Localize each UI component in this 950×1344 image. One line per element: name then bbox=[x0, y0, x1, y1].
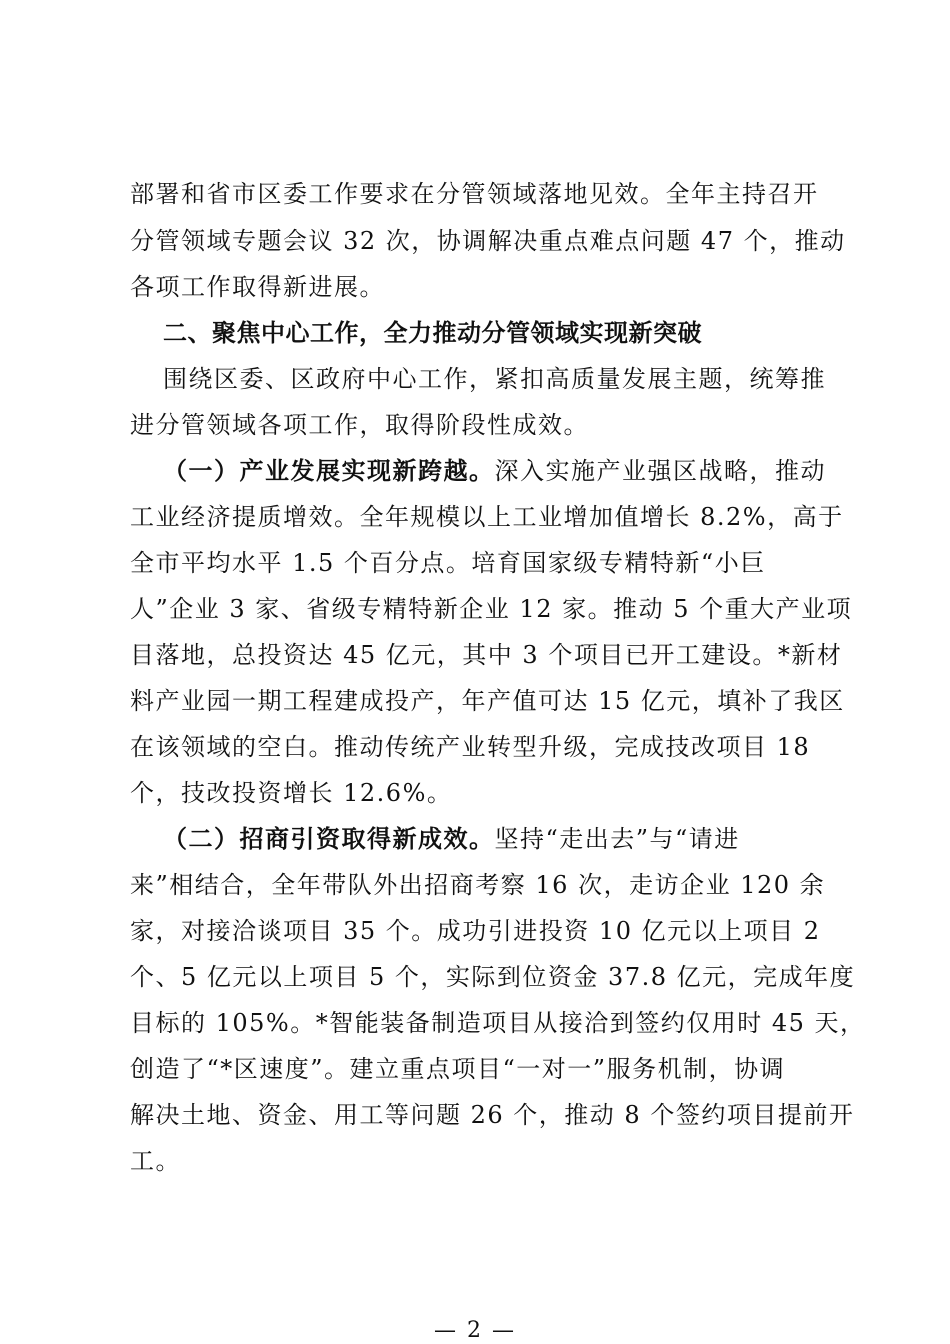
subsection-heading: （一）产业发展实现新跨越。 bbox=[163, 457, 495, 485]
subsection-heading: （二）招商引资取得新成效。 bbox=[163, 825, 495, 853]
paragraph-line: 料产业园一期工程建成投产，年产值可达 15 亿元，填补了我区 bbox=[130, 687, 845, 715]
paragraph-line bbox=[163, 822, 863, 856]
paragraph-line: 目落地，总投资达 45 亿元，其中 3 个项目已开工建设。*新材 bbox=[130, 641, 843, 669]
paragraph-text: 坚持“走出去”与“请进 bbox=[494, 825, 740, 853]
paragraph-line: 来”相结合，全年带队外出招商考察 16 次，走访企业 120 余 bbox=[130, 871, 826, 899]
paragraph-line: 各项工作取得新进展。 bbox=[130, 273, 385, 301]
paragraph-text: 深入实施产业强区战略，推动 bbox=[494, 457, 826, 485]
paragraph-line: 在该领域的空白。推动传统产业转型升级，完成技改项目 18 bbox=[130, 733, 811, 761]
paragraph-line: 工业经济提质增效。全年规模以上工业增加值增长 8.2%，高于 bbox=[130, 503, 844, 531]
paragraph-line bbox=[163, 454, 863, 488]
paragraph-line: 家，对接洽谈项目 35 个。成功引进投资 10 亿元以上项目 2 bbox=[130, 917, 821, 945]
paragraph-line: 个、5 亿元以上项目 5 个，实际到位资金 37.8 亿元，完成年度 bbox=[130, 963, 856, 991]
paragraph-line: 围绕区委、区政府中心工作，紧扣高质量发展主题，统筹推 bbox=[163, 365, 826, 393]
paragraph-line: 创造了“*区速度”。建立重点项目“一对一”服务机制，协调 bbox=[130, 1055, 786, 1083]
paragraph-line: 个，技改投资增长 12.6%。 bbox=[130, 779, 453, 807]
section-heading: 二、聚焦中心工作，全力推动分管领域实现新突破 bbox=[163, 319, 702, 347]
paragraph-line: 全市平均水平 1.5 个百分点。培育国家级专精特新“小巨 bbox=[130, 549, 766, 577]
page-number: — 2 — bbox=[434, 1318, 516, 1343]
paragraph-line: 目标的 105%。*智能装备制造项目从接洽到签约仅用时 45 天， bbox=[130, 1009, 866, 1037]
paragraph-line: 进分管领域各项工作，取得阶段性成效。 bbox=[130, 411, 589, 439]
paragraph-line: 解决土地、资金、用工等问题 26 个，推动 8 个签约项目提前开 bbox=[130, 1101, 855, 1129]
paragraph-line: 工。 bbox=[130, 1147, 181, 1175]
paragraph-line: 分管领域专题会议 32 次，协调解决重点难点问题 47 个，推动 bbox=[130, 227, 846, 255]
paragraph-line: 人”企业 3 家、省级专精特新企业 12 家。推动 5 个重大产业项 bbox=[130, 595, 853, 623]
paragraph-line: 部署和省市区委工作要求在分管领域落地见效。全年主持召开 bbox=[130, 180, 819, 208]
